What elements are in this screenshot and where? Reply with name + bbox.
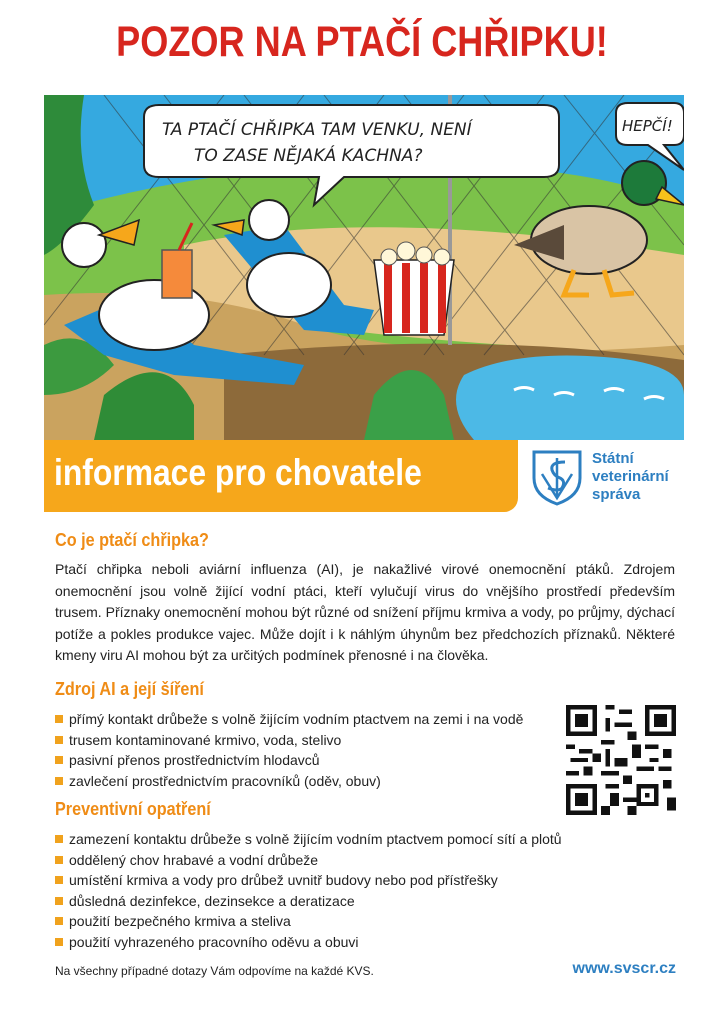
list-item: použití bezpečného krmiva a steliva (55, 911, 562, 932)
logo-line3: správa (592, 486, 641, 503)
svs-shield-icon (528, 448, 586, 506)
svs-logo (528, 448, 688, 510)
list-item: pasivní přenos prostřednictvím hlodavců (55, 750, 523, 771)
heading-what-is-flu: Co je ptačí chřipka? (55, 530, 209, 550)
banner-label: informace pro chovatele (54, 452, 422, 493)
heading-prevention: Preventivní opatření (55, 799, 211, 819)
list-prevention (55, 829, 562, 952)
logo-line1: Státní (592, 450, 634, 467)
list-item: použití vyhrazeného pracovního oděvu a obuvi (55, 932, 562, 953)
bubble-left-line1: TA PTAČÍ CHŘIPKA TAM VENKU, NENÍ (162, 120, 472, 140)
bubble-left-line2: TO ZASE NĚJAKÁ KACHNA? (194, 146, 423, 166)
info-banner (44, 440, 518, 512)
logo-line2: veterinární (592, 468, 669, 485)
website-link[interactable]: www.svscr.cz (572, 960, 676, 977)
list-sources (55, 709, 523, 791)
list-item: přímý kontakt drůbeže s volně žijícím vodním ptactvem na zemi i na vodě (55, 709, 523, 730)
list-item: umístění krmiva a vody pro drůbež uvnitř budovy nebo pod přístřešky (55, 870, 562, 891)
list-item: zamezení kontaktu drůbeže s volně žijícím vodním ptactvem pomocí sítí a plotů (55, 829, 562, 850)
svs-logo-text (592, 450, 669, 504)
paragraph-what-is-flu: Ptačí chřipka neboli aviární influenza (AI), je nakažlivé virové onemocnění ptáků. Zdrojem onemocnění jsou volně žijící vodní ptáci, kteří vylučují virus do vnějšího prostředí především trusem. Příznaky onemocnění mohou být různé od snížení příjmu krmiva a vody, po průjmy, dýchací potíže a pokles produkce vajec. Může dojít i k náhlým úhynům bez předchozích příznaků. Některé kmeny viru AI mohou být za určitých podmínek přenosné i na člověka. (55, 561, 675, 663)
footer-question: Na všechny případné dotazy Vám odpovíme na každé KVS. (55, 964, 374, 978)
qr-code[interactable] (566, 705, 676, 815)
bubble-right: HEPČÍ! (622, 117, 673, 135)
poster-title: POZOR NA PTAČÍ CHŘIPKU! (116, 18, 608, 66)
heading-sources: Zdroj AI a její šíření (55, 679, 204, 699)
list-item: zavlečení prostřednictvím pracovníků (oděv, obuv) (55, 771, 523, 792)
list-item: trusem kontaminované krmivo, voda, stelivo (55, 730, 523, 751)
list-item: oddělený chov hrabavé a vodní drůbeže (55, 850, 562, 871)
cartoon-illustration (44, 95, 684, 440)
list-item: důsledná dezinfekce, dezinsekce a deratizace (55, 891, 562, 912)
